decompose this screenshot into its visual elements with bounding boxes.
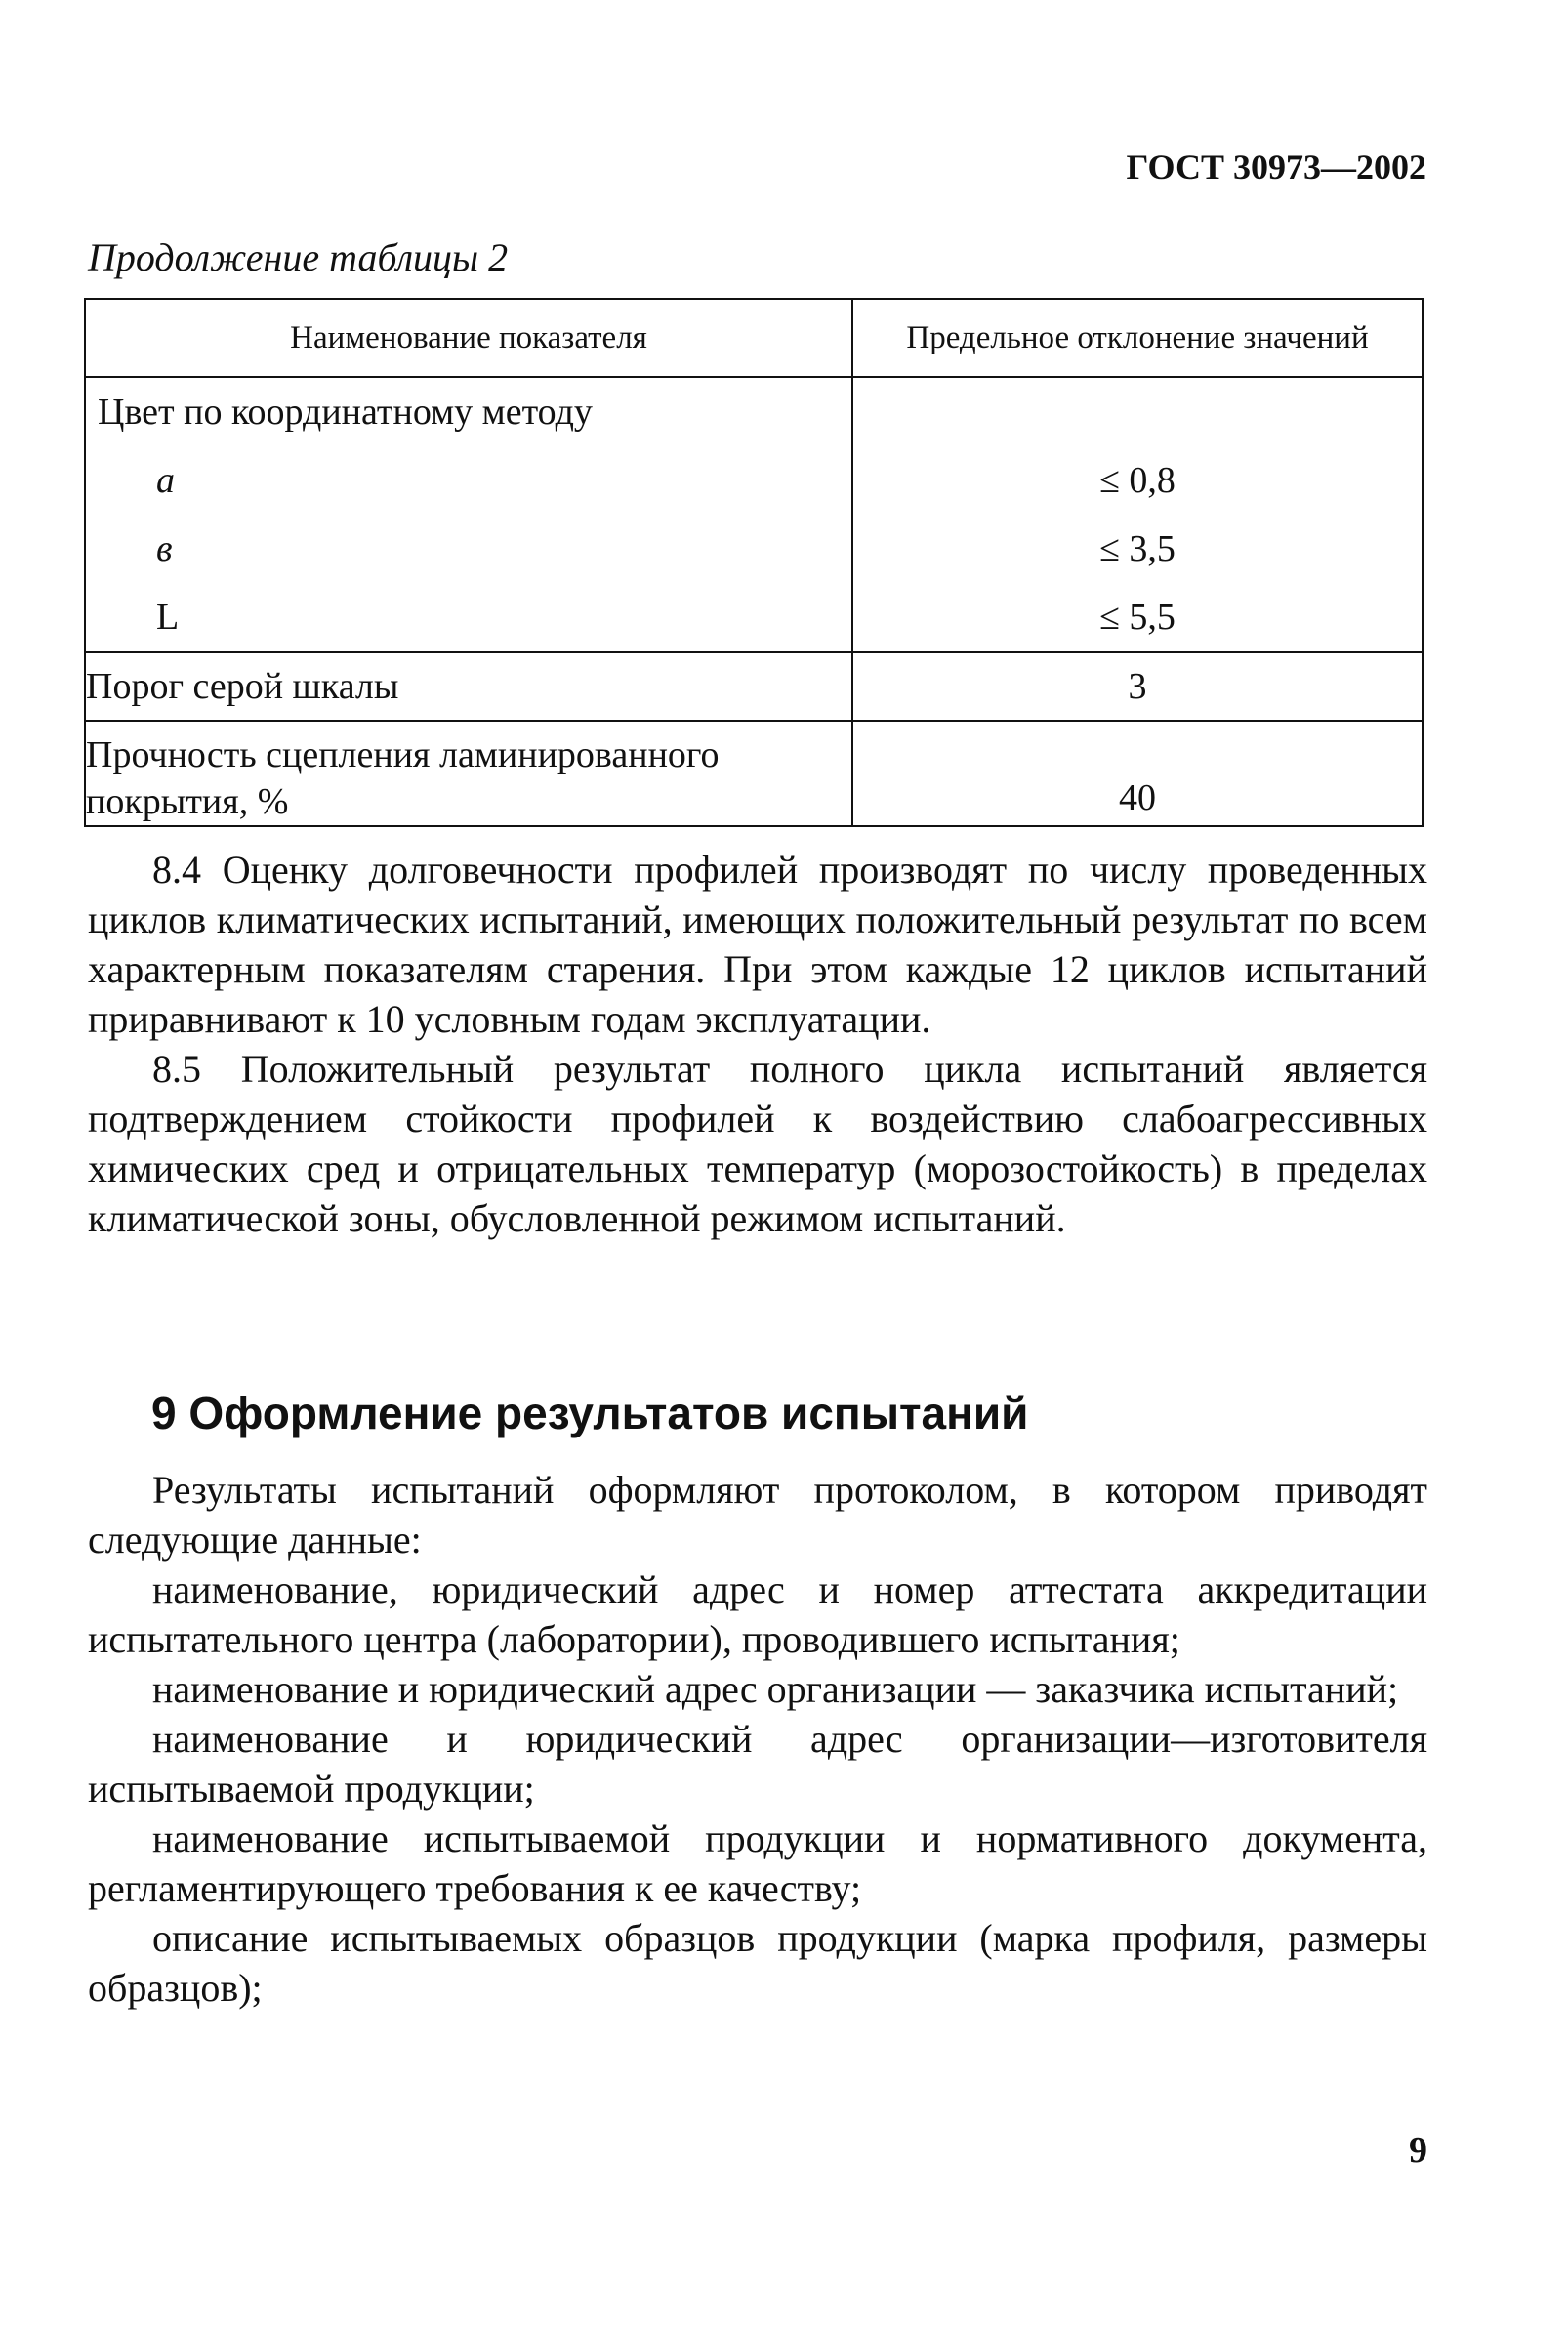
section9-intro: Результаты испытаний оформляют протоколом, в котором приводят следующие данные: (88, 1468, 1427, 1562)
color-coord-a: a (156, 460, 175, 501)
color-coord-l: L (156, 597, 180, 638)
section9-text (88, 1465, 1427, 2013)
table-row-gray-scale (85, 652, 1423, 721)
color-b-value: ≤ 3,5 (1099, 528, 1176, 569)
list-item: описание испытываемых образцов продукции (марка профиля, размеры образцов); (88, 1916, 1427, 2010)
list-item: наименование испытываемой продукции и нормативного документа, регламентирующего требования к ее качеству; (88, 1816, 1427, 1910)
standard-code: ГОСТ 30973—2002 (1126, 147, 1426, 187)
list-item: наименование и юридический адрес организации — заказчика испытаний; (152, 1667, 1399, 1711)
color-coord-b: в (156, 528, 173, 569)
table-header-row (85, 299, 1423, 377)
color-l-value: ≤ 5,5 (1099, 597, 1176, 638)
color-method-label: Цвет по координатному методу (98, 392, 593, 433)
color-a-value: ≤ 0,8 (1099, 460, 1176, 501)
gray-scale-label: Порог серой шкалы (85, 652, 852, 721)
col-header-indicator: Наименование показателя (85, 299, 852, 377)
paragraph-8-5: 8.5 Положительный результат полного цикла испытаний является подтверждением стойкости профилей к воздействию слабоагрессивных химических сред и отрицательных температур (морозостойкость) в пределах климатической зоны, обусловленной режимом испытаний. (88, 1047, 1427, 1240)
paragraph-8-4: 8.4 Оценку долговечности профилей производят по числу проведенных циклов климатических испытаний, имеющих положительный результат по всем характерным показателям старения. При этом каждые 12 циклов испытаний приравнивают к 10 условным годам эксплуатации. (88, 848, 1427, 1041)
page-number: 9 (1409, 2130, 1427, 2171)
adhesion-label-line2: покрытия, % (86, 781, 289, 822)
adhesion-label-line1: Прочность сцепления ламинированного (86, 734, 720, 775)
section9-heading: 9 Оформление результатов испытаний (151, 1388, 1029, 1438)
spec-table (84, 298, 1424, 827)
adhesion-value: 40 (852, 721, 1423, 826)
section8-text (88, 845, 1427, 1243)
gray-scale-value: 3 (852, 652, 1423, 721)
table-row-color (85, 377, 1423, 652)
col-header-deviation: Предельное отклонение значений (852, 299, 1423, 377)
list-item: наименование, юридический адрес и номер аттестата аккредитации испытательного центра (лаборатории), проводившего испытания; (88, 1567, 1427, 1661)
table-row-adhesion (85, 721, 1423, 826)
table-caption: Продолжение таблицы 2 (88, 235, 509, 279)
list-item: наименование и юридический адрес организации—изготовителя испытываемой продукции; (88, 1717, 1427, 1811)
